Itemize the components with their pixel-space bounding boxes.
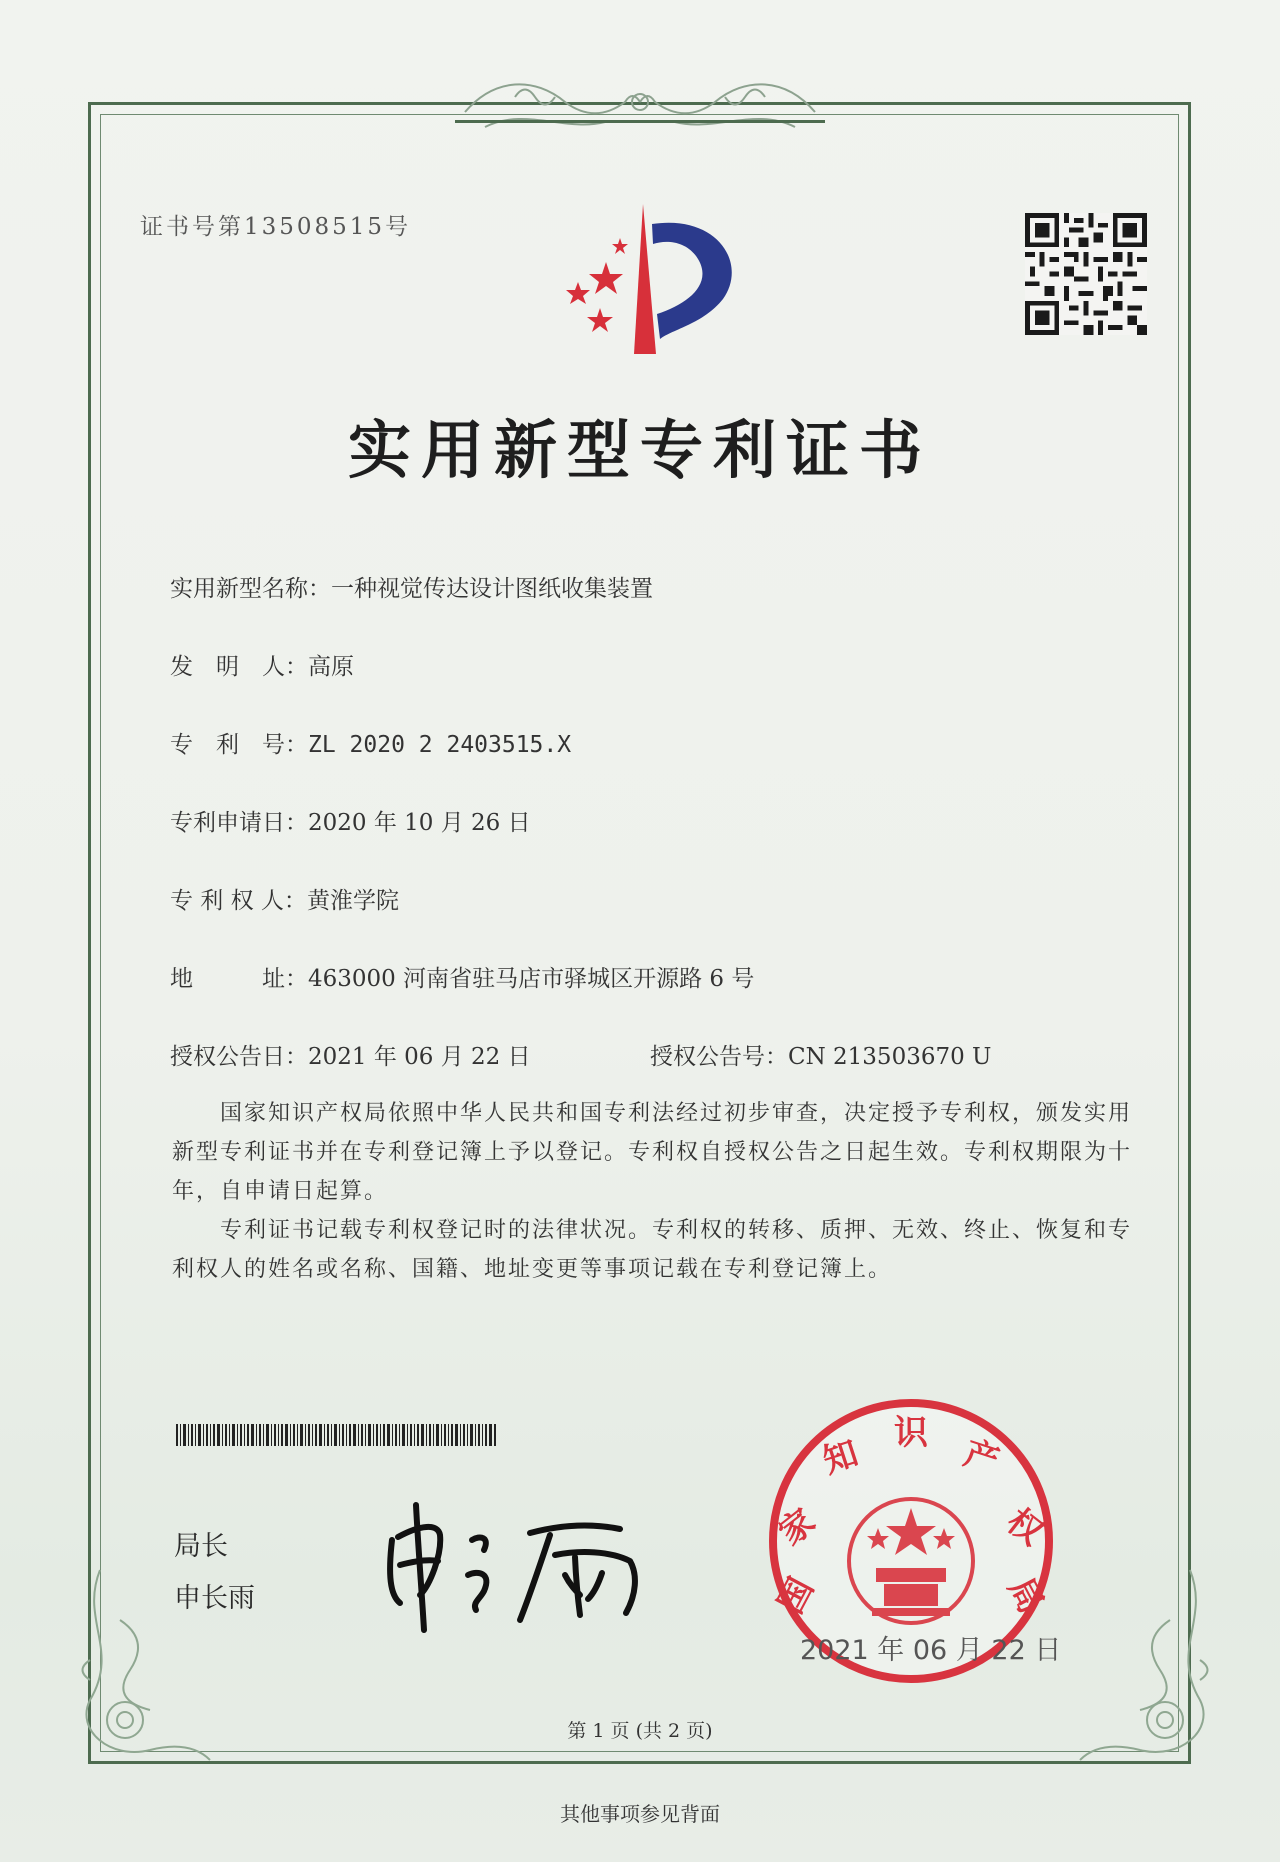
inventor-value: 高原 [308,654,354,680]
field-address [170,960,754,993]
body-paragraph-1: 国家知识产权局依照中华人民共和国专利法经过初步审查，决定授予专利权，颁发实用新型专利证书并在专利登记簿上予以登记。专利权自授权公告之日起生效。专利权期限为十年，自申请日起算。 [172,1101,1133,1204]
cnipa-logo-icon [548,204,748,364]
utility-model-name-label: 实用新型名称： [170,576,331,602]
field-patent-number [170,726,571,759]
seal-char-1: 国 [770,1571,822,1621]
patent-number-value: ZL 2020 2 2403515.X [308,732,572,758]
top-ornament-icon [455,72,825,142]
barcode-icon [176,1424,496,1446]
patentee-label: 专 利 权 人： [170,888,307,914]
page-number: 第 1 页 (共 2 页) [567,1720,713,1742]
field-patentee [170,882,399,915]
address-label: 地 址： [170,966,308,992]
grant-announcement-number-value: CN 213503670 U [788,1044,992,1070]
inventor-label: 发 明 人： [170,654,308,680]
field-grant-announcement-number [650,1038,991,1071]
certificate-number: 证书号第13508515号 [140,214,412,240]
seal-char-2: 家 [771,1501,823,1554]
field-grant-announcement-date [170,1038,531,1071]
certificate-body [172,1094,1132,1289]
seal-char-4: 识 [894,1413,928,1453]
issue-date: 2021 年 06 月 22 日 [800,1635,1062,1666]
seal-char-5: 产 [959,1433,1004,1482]
patentee-value: 黄淮学院 [306,888,399,914]
grant-announcement-date-value: 2021 年 06 月 22 日 [308,1044,531,1070]
patent-number-label: 专 利 号： [170,732,308,758]
seal-char-3: 知 [818,1433,863,1482]
certificate-title: 实用新型专利证书 [348,414,932,487]
field-application-date [170,804,531,837]
grant-announcement-date-label: 授权公告日： [170,1044,308,1070]
seal-char-7: 局 [1000,1571,1052,1621]
grant-announcement-number-label: 授权公告号： [650,1044,788,1070]
handwritten-signature [380,1495,660,1635]
body-paragraph-2: 专利证书记载专利权登记时的法律状况。专利权的转移、质押、无效、终止、恢复和专利权人的姓名或名称、国籍、地址变更等事项记载在专利登记簿上。 [172,1218,1133,1282]
field-inventor [170,648,354,681]
utility-model-name-value: 一种视觉传达设计图纸收集装置 [331,576,653,602]
footer-note: 其他事项参见背面 [560,1802,720,1826]
director-name: 申长雨 [174,1583,255,1614]
application-date-label: 专利申请日： [170,810,308,836]
qr-code-icon [1025,213,1147,335]
application-date-value: 2020 年 10 月 26 日 [308,810,531,836]
seal-char-6: 权 [999,1501,1051,1554]
field-utility-model-name [170,570,653,603]
address-value: 463000 河南省驻马店市驿城区开源路 6 号 [308,966,755,992]
director-title: 局长 [174,1531,228,1562]
